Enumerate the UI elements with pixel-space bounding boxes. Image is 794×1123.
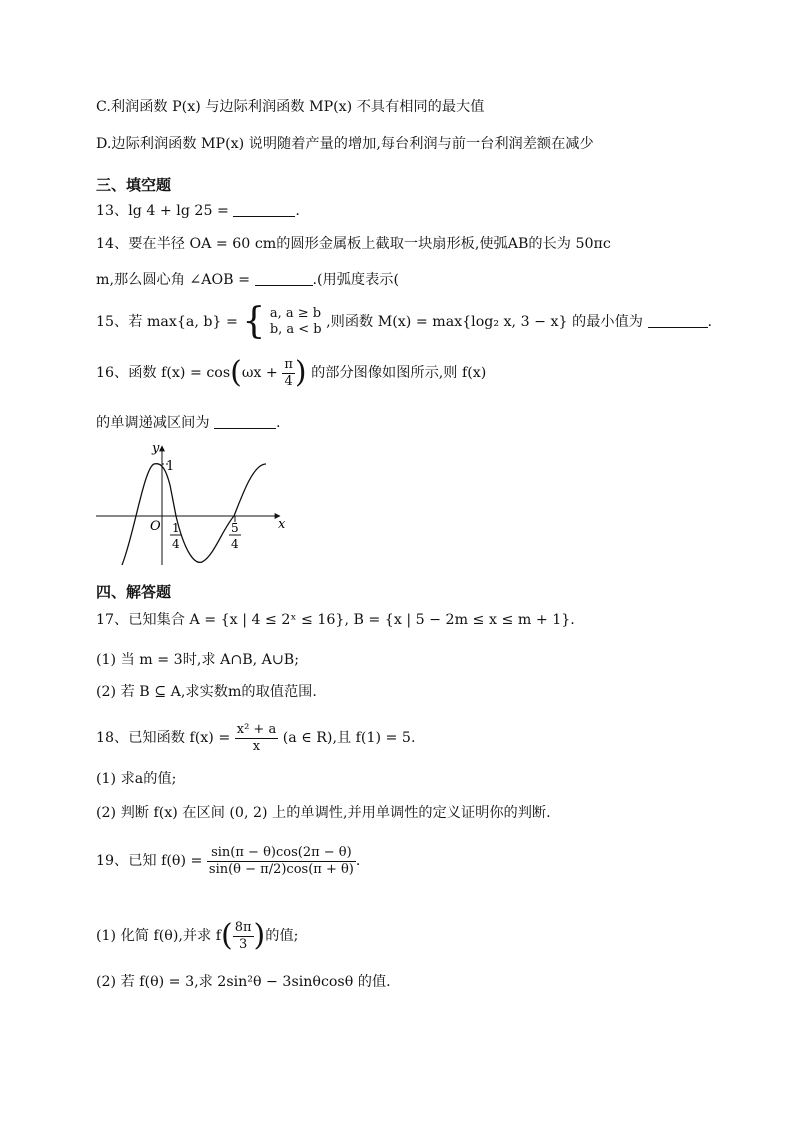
question-16b-text: 的单调递减区间为 [96,415,210,431]
question-17-part1: (1) 当 m = 3时,求 A∩B, A∪B; [96,652,300,668]
section-solution-heading: 四、解答题 [96,583,172,601]
fraction-numerator: π [284,357,293,372]
paren-right: ) [294,355,307,391]
question-19-fraction [207,845,356,877]
answer-blank [233,202,295,217]
question-17: 17、已知集合 A = {x | 4 ≤ 2ˣ ≤ 16}, B = {x | 5 − 2m ≤ x ≤ m + 1}. [96,612,575,628]
fraction-denominator: sin(θ − π/2)cos(π + θ) [208,861,354,877]
question-18-part1: (1) 求a的值; [96,771,177,787]
paren-left: ( [230,355,242,391]
question-14-tail: .(用弧度表示( [312,272,400,288]
question-16 [96,357,486,389]
question-14-line1: 14、要在半径 OA = 60 cm的圆形金属板上截取一块扇形板,使弧AB的长为 50πc [96,236,611,252]
option-c: C.利润函数 P(x) 与边际利润函数 MP(x) 不具有相同的最大值 [96,99,485,115]
fraction-denominator: x [252,738,261,754]
option-d: D.边际利润函数 MP(x) 说明随着产量的增加,每台利润与前一台利润差额在减少 [96,136,594,152]
answer-blank [255,271,313,286]
question-19-part1 [96,920,298,952]
piecewise-cases [270,306,322,337]
question-19-pre: 19、已知 f(θ) = [96,853,203,870]
tick-5-4-den: 4 [231,537,239,551]
question-15-pre: 15、若 max{a, b} = [96,314,238,330]
case-1: a, a ≥ b [269,306,322,322]
case-2: b, a < b [269,322,322,337]
paren-right: ) [253,918,266,954]
question-19-part1-post: 的值; [265,928,299,945]
question-16-pre: 16、函数 f(x) = cos [96,365,231,382]
cosine-graph [94,440,314,570]
fraction-numerator: x² + a [236,722,277,737]
question-18-pre: 18、已知函数 f(x) = [96,730,231,747]
pi-over-4-fraction [282,357,295,389]
question-14-line2 [96,271,399,289]
question-16-arg: ωx + [241,365,278,382]
question-18-fraction [235,722,278,754]
x-axis-label: x [278,517,286,532]
cosine-curve [122,464,266,565]
eight-pi-over-3-fraction [233,920,254,952]
answer-blank [214,414,276,429]
question-15-mid: ,则函数 M(x) = max{log₂ x, 3 − x} 的最小值为 [326,314,643,330]
question-18-post: (a ∈ R),且 f(1) = 5. [282,730,416,747]
brace-symbol: { [242,301,266,342]
answer-blank [648,313,708,328]
question-16-line2: 的单调递减区间为 . [96,415,281,431]
tick-1-4-num: 1 [172,521,180,535]
question-19-part2: (2) 若 f(θ) = 3,求 2sin²θ − 3sinθcosθ 的值. [96,974,391,990]
question-16-post: 的部分图像如图所示,则 f(x) [311,365,487,382]
fraction-numerator: sin(π − θ)cos(2π − θ) [207,845,356,862]
question-14-text: m,那么圆心角 ∠AOB = [96,272,250,288]
paren-left: ( [221,918,233,954]
question-18-part2: (2) 判断 f(x) 在区间 (0, 2) 上的单调性,并用单调性的定义证明你的判断. [96,805,551,821]
peak-label: 1 [166,459,175,474]
question-19: 19、已知 f(θ) = $\frac{\sin(\pi - \theta)\cos(2\pi - \theta)}{\sin(\theta - \pi/2)\cos(\pi + \theta)}$ . [96,845,361,877]
tick-5-4-num: 5 [231,521,239,535]
question-15: 15、若 max{a, b} = { a, a ≥ b b, a < b ,则函数 M(x) = max{log₂ x, 3 − x} 的最小值为 . [96,301,713,342]
origin-label: O [150,519,161,534]
question-17-part2: (2) 若 B ⊆ A,求实数m的取值范围. [96,684,317,700]
y-axis-label: y [152,441,160,456]
fraction-denominator: 4 [284,373,293,389]
question-13-text: 13、lg 4 + lg 25 = [96,203,229,219]
section-fill-in-heading: 三、填空题 [96,176,172,194]
question-18 [96,722,415,754]
fraction-numerator: 8π [234,920,252,935]
tick-1-4-den: 4 [172,537,180,551]
question-19-part1-pre: (1) 化简 f(θ),并求 f [96,928,221,945]
fraction-denominator: 3 [238,936,248,952]
question-13: 13、lg 4 + lg 25 = . [96,203,300,219]
